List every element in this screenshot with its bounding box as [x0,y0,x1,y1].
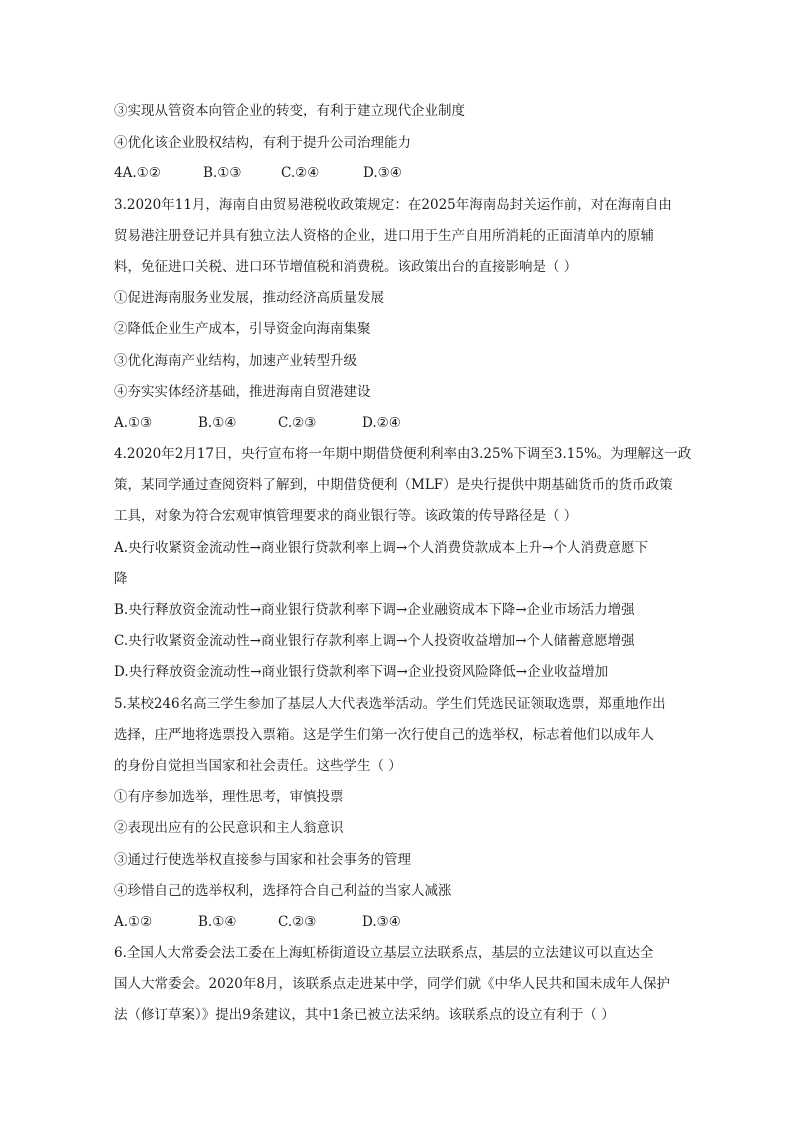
q6-stem-line-3: 法（修订草案）》提出9条建议，其中1条已被立法采纳。该联系点的设立有利于（ ） [114,1007,615,1023]
q5-option-c: C.②③ [278,914,317,930]
q5-options [114,912,401,932]
q2-option-a: 4A.①② [114,165,161,181]
q3-option-d: D.②④ [362,415,401,431]
q4-stem-line-3: 工具，对象为符合宏观审慎管理要求的商业银行等。该政策的传导路径是（ ） [114,508,578,524]
q3-options [114,413,401,433]
q3-stem-line-3: 料，免征进口关税、进口环节增值税和消费税。该政策出台的直接影响是（ ） [114,259,578,275]
q3-stem-line-1: 3.2020年11月，海南自由贸易港税收政策规定：在2025年海南岛封关运作前，对在海南自由 [114,197,672,213]
q3-statement-3: ③优化海南产业结构，加速产业转型升级 [114,353,357,369]
q3-stem-line-2: 贸易港注册登记并具有独立法人资格的企业，进口用于生产自用所消耗的正面清单内的原辅 [114,228,654,244]
q2-statement-3: ③实现从管资本向管企业的转变，有利于建立现代企业制度 [114,103,465,119]
q5-option-d: D.③④ [362,914,401,930]
q3-option-a: A.①③ [114,415,153,431]
q3-option-c: C.②③ [278,415,317,431]
q5-stem-line-3: 的身份自觉担当国家和社会责任。这些学生（ ） [114,758,402,774]
q4-option-b: B.央行释放资金流动性→商业银行贷款利率下调→企业融资成本下降→企业市场活力增强 [114,602,635,618]
q3-statement-2: ②降低企业生产成本，引导资金向海南集聚 [114,321,371,337]
q4-stem-line-2: 策，某同学通过查阅资料了解到，中期借贷便利（MLF）是央行提供中期基础货币的货币政策 [114,477,673,493]
q5-stem-line-2: 选择，庄严地将选票投入票箱。这是学生们第一次行使自己的选举权，标志着他们以成年人 [114,727,654,743]
q3-statement-1: ①促进海南服务业发展，推动经济高质量发展 [114,290,384,306]
q6-stem-line-2: 国人大常委会。2020年8月，该联系点走进某中学，同学们就《中华人民共和国未成年人保护 [114,976,670,992]
q2-statement-4: ④优化该企业股权结构，有利于提升公司治理能力 [114,135,411,151]
q5-statement-2: ②表现出应有的公民意识和主人翁意识 [114,820,344,836]
q5-statement-3: ③通过行使选举权直接参与国家和社会事务的管理 [114,852,411,868]
q5-stem-line-1: 5.某校246名高三学生参加了基层人大代表选举活动。学生们凭选民证领取选票，郑重地作出 [114,696,666,712]
q2-option-b: B.①③ [203,165,242,181]
q3-option-b: B.①④ [198,415,237,431]
q4-option-d: D.央行释放资金流动性→商业银行贷款利率下调→企业投资风险降低→企业收益增加 [114,664,609,680]
q2-options [114,163,402,183]
q4-stem-line-1: 4.2020年2月17日，央行宣布将一年期中期借贷便利利率由3.25%下调至3.15%。为理解这一政 [114,446,692,462]
q4-option-a-line-2: 降 [114,571,128,587]
q3-statement-4: ④夯实实体经济基础，推进海南自贸港建设 [114,384,371,400]
q5-option-a: A.①② [114,914,153,930]
q4-option-a-line-1: A.央行收紧资金流动性→商业银行贷款利率上调→个人消费贷款成本上升→个人消费意愿下 [114,540,648,556]
q5-statement-4: ④珍惜自己的选举权利，选择符合自己利益的当家人减涨 [114,883,452,899]
q5-statement-1: ①有序参加选举，理性思考，审慎投票 [114,789,344,805]
q2-option-c: C.②④ [281,165,320,181]
q2-option-d: D.③④ [363,165,402,181]
q4-option-c: C.央行收紧资金流动性→商业银行存款利率上调→个人投资收益增加→个人储蓄意愿增强 [114,633,635,649]
q5-option-b: B.①④ [198,914,237,930]
q6-stem-line-1: 6.全国人大常委会法工委在上海虹桥街道设立基层立法联系点，基层的立法建议可以直达全 [114,945,654,961]
